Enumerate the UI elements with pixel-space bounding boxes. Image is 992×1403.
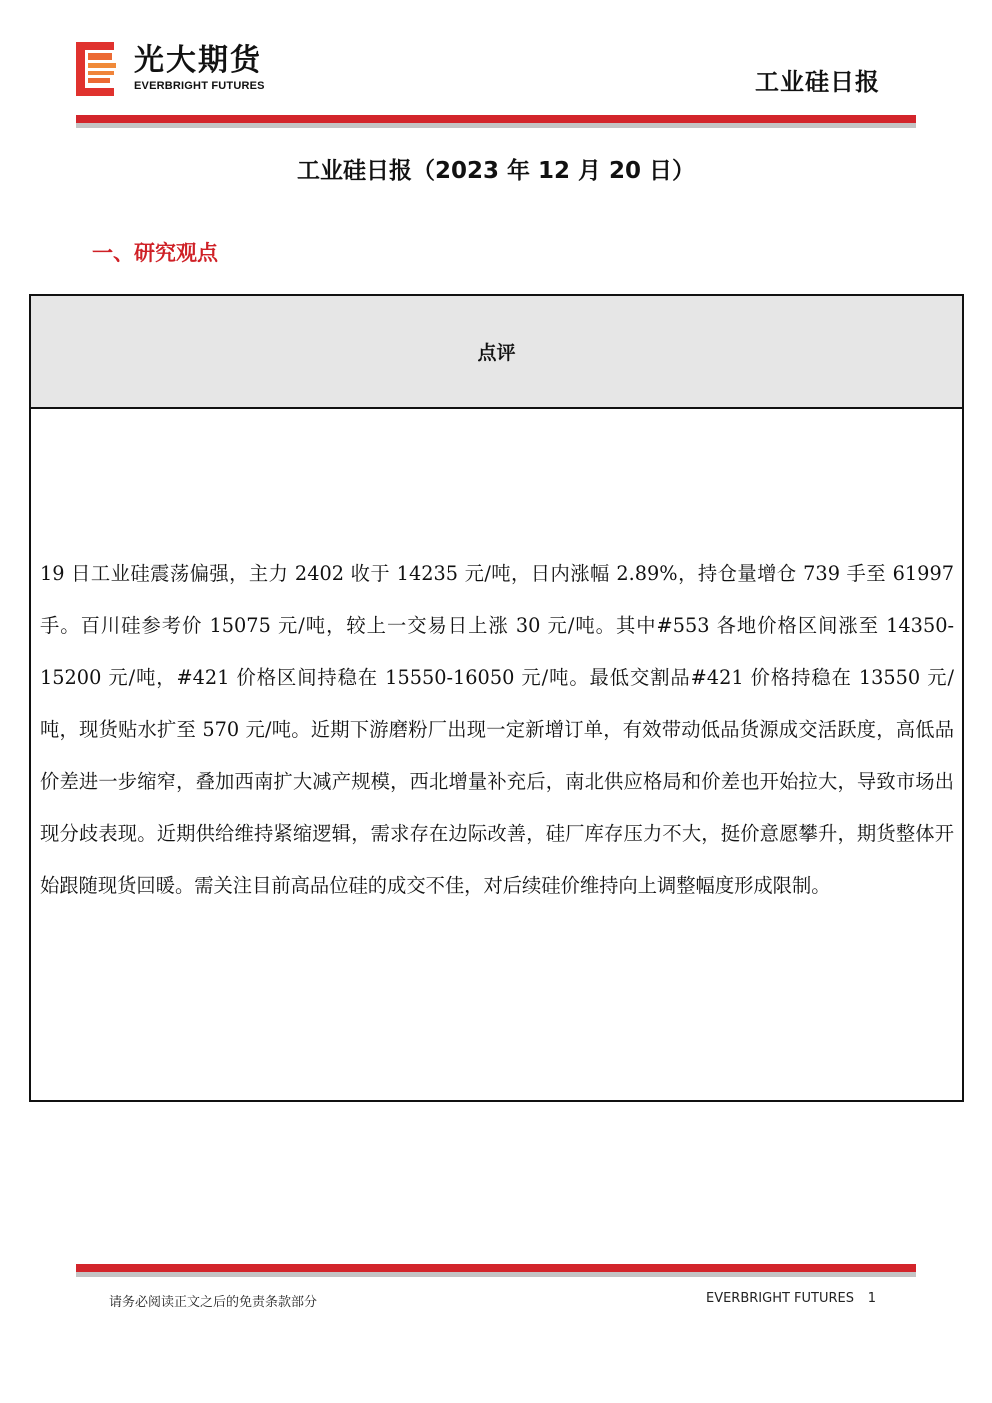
commentary-table-header xyxy=(31,296,962,409)
table-header-label: 点评 xyxy=(477,342,516,364)
footer-brand: EVERBRIGHT FUTURES xyxy=(705,1291,854,1306)
report-name: 工业硅日报 xyxy=(755,68,880,96)
section-heading: 一、研究观点 xyxy=(92,241,218,265)
commentary-text: 19 日工业硅震荡偏强，主力 2402 收于 14235 元/吨，日内涨幅 2.89%，持仓量增仓 739 手至 61997 手。百川硅参考价 15075 元/吨，较上一交易日上涨 30 元/吨。其中#553 各地价格区间涨至 14350-15200 元/吨，#421 价格区间持稳在 15550-16050 元/吨。最低交割品#421 价格持稳在 13550 元/吨，现货贴水扩至 570 元/吨。近期下游磨粉厂出现一定新增订单，有效带动低品货源成交活跃度，高低品价差进一步缩窄，叠加西南扩大减产规模，西北增量补充后，南北供应格局和价差也开始拉大，导致市场出现分歧表现。近期供给维持紧缩逻辑，需求存在边际改善，硅厂库存压力不大，挺价意愿攀升，期货整体开始跟随现货回暖。需关注目前高品位硅的成交不佳，对后续硅价维持向上调整幅度形成限制。 xyxy=(40,562,954,897)
page-number: 1 xyxy=(867,1291,876,1306)
commentary-table xyxy=(29,294,964,1102)
company-logo xyxy=(76,42,286,98)
everbright-logo-icon xyxy=(76,42,118,96)
footer-divider xyxy=(76,1264,916,1277)
logo-english-name: EVERBRIGHT FUTURES xyxy=(134,80,265,92)
logo-chinese-name: 光大期货 xyxy=(134,43,262,78)
footer-disclaimer: 请务必阅读正文之后的免责条款部分 xyxy=(109,1295,318,1310)
document-title: 工业硅日报（2023 年 12 月 20 日） xyxy=(296,158,696,184)
commentary-table-body xyxy=(31,409,962,912)
header-divider xyxy=(76,115,916,128)
